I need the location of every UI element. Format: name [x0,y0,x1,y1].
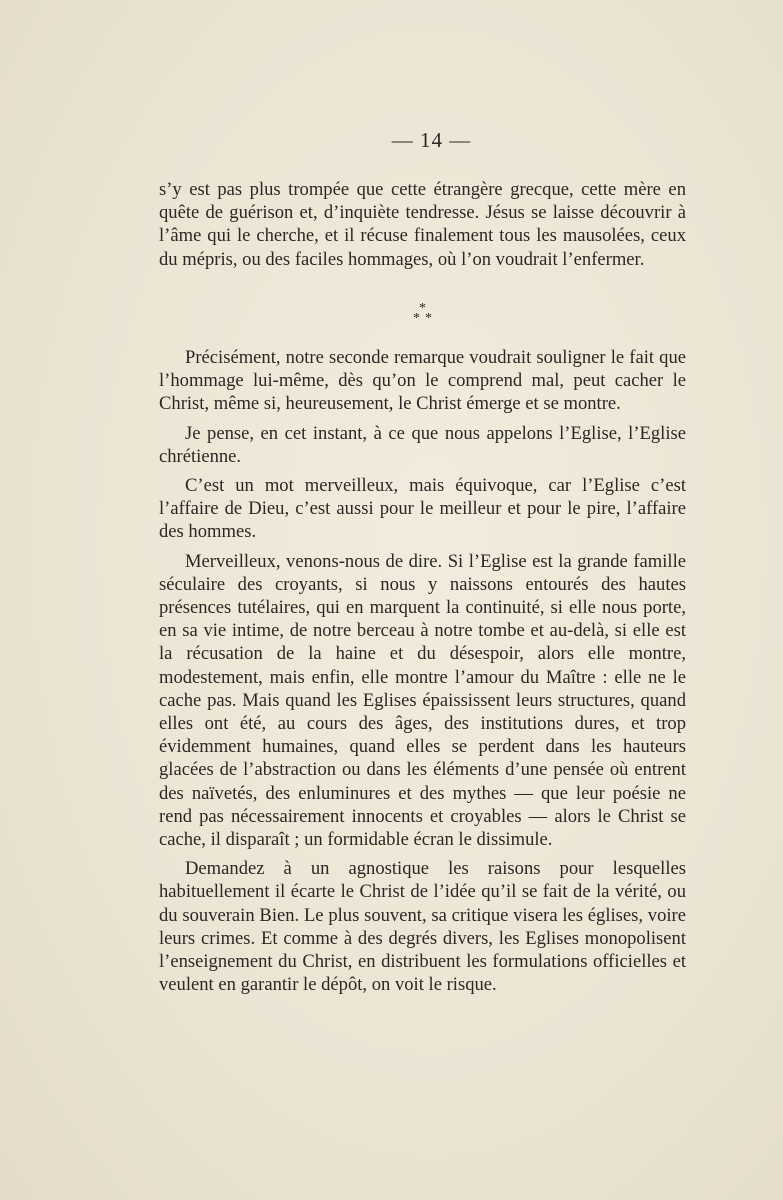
page-number: — 14 — [391,128,472,152]
paragraph-remarque: Précisément, notre seconde remarque voudrait souligner le fait que l’hommage lui-même, dès qu’on le comprend mal, peut cacher le Christ, même si, heureusement, le Christ émerge et se montre. [159,347,686,415]
opening-text-block [159,178,686,271]
opening-paragraph: s’y est pas plus trompée que cette étrangère grecque, cette mère en quête de guérison et, d’inquiète tendresse. Jésus se laisse découvrir à l’âme qui le cherche, et il récuse finalement tous les mausolées, ceux du mépris, ou des faciles hommages, où l’on voudrait l’enfermer. [159,179,686,270]
paragraph-merveilleux: Merveilleux, venons-nous de dire. Si l’Eglise est la grande famille séculaire des croyants, si nous y naissons entourés des hautes présences tutélaires, qui en marquent la continuité, si elle nous porte, en sa vie intime, de notre berceau à notre tombe et au-delà, si elle est la récusation de la haine et du désespoir, alors elle montre, modestement, mais enfin, elle montre l’amour du Maître : elle ne le cache pas. Mais quand les Eglises épaississent leurs structures, quand elles ont été, au cours des âges, des institutions dures, et trop évidemment humaines, quand elles se perdent dans les hauteurs glacées de l’abstraction ou dans les éléments d’une pensée où entrent des naïvetés, des enluminures et des mythes — que leur poésie ne rend pas nécessairement innocents et croyables — alors le Christ se cache, il disparaît ; un formidable écran le dissimule. [159,550,686,851]
paragraph-agnostique: Demandez à un agnostique les raisons pour lesquelles habituellement il écarte le Christ de l’idée qu’il se fait de la vérité, ou du souverain Bien. Le plus souvent, sa critique visera les églises, voire leurs crimes. Et comme à des degrés divers, les Eglises monopolisent l’enseignement du Christ, en distribuent les formulations officielles et veulent en garantir le dépôt, on voit le risque. [159,858,686,996]
paragraph-mot-merveilleux: C’est un mot merveilleux, mais équivoque, car l’Eglise c’est l’affaire de Dieu, c’est aussi pour le meilleur et pour le pire, l’affaire des hommes. [159,475,686,543]
section-separator-asterism: * * * [413,301,432,326]
main-text-block [159,346,686,1002]
paragraph-eglise: Je pense, en cet instant, à ce que nous appelons l’Eglise, l’Eglise chrétienne. [159,422,686,467]
